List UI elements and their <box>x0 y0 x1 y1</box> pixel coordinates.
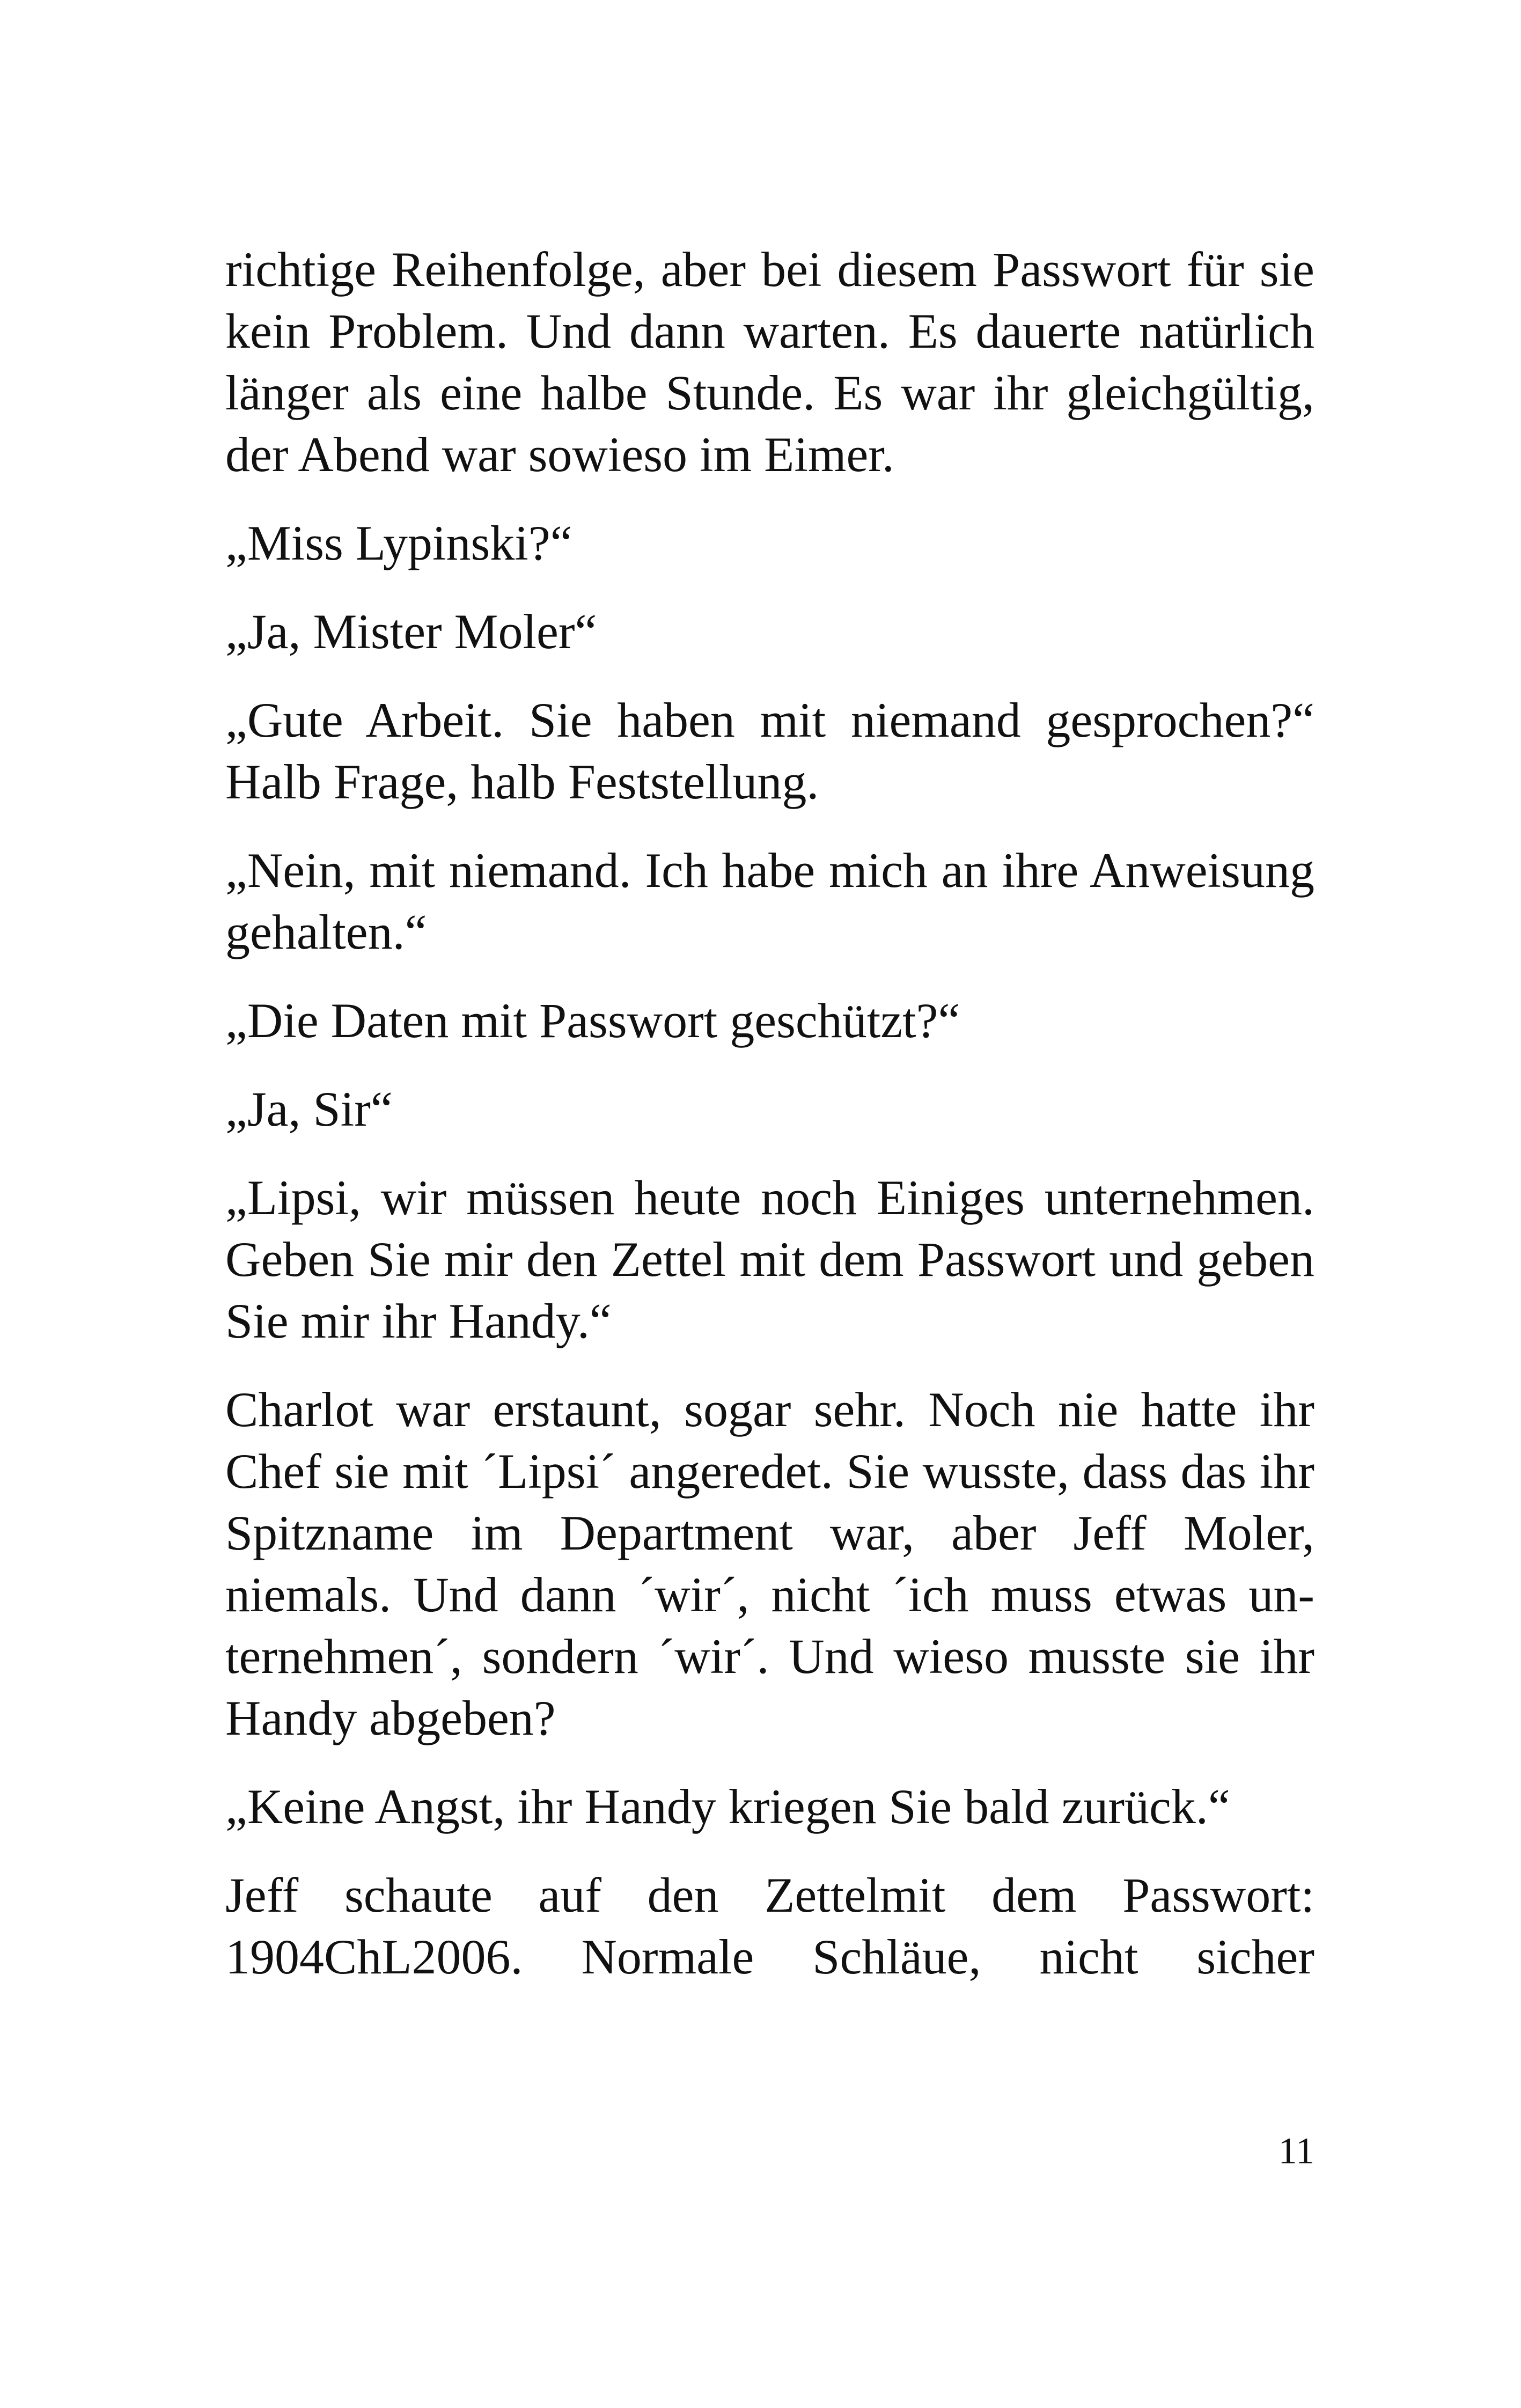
paragraph: „Ja, Sir“ <box>225 1082 393 1136</box>
paragraph: „Lipsi, wir müssen heute noch Einiges unternehmen. Geben Sie mir den Zettel mit dem Passwort und geben Sie mir ihr Handy.“ <box>225 1170 1314 1348</box>
paragraph: „Ja, Mister Moler“ <box>225 604 597 659</box>
page-number: 11 <box>1278 2131 1314 2172</box>
paragraph: „Keine Angst, ihr Handy kriegen Sie bald zurück.“ <box>225 1779 1230 1834</box>
paragraph: Jeff schaute auf den Zettelmit dem Passwort: 1904ChL2006. Normale Schläue, nicht sicher <box>225 1868 1314 1984</box>
paragraph: „Miss Lypinski?“ <box>225 516 572 570</box>
paragraph: richtige Reihenfolge, aber bei diesem Passwort für sie kein Problem. Und dann warten. Es dauerte natürlich länger als eine halbe Stunde. Es war ihr gleichgültig, der Abend war sowieso im Eimer. <box>225 242 1314 482</box>
page-body <box>225 239 1314 2015</box>
paragraph: „Die Daten mit Passwort geschützt?“ <box>225 993 960 1048</box>
paragraph: „Nein, mit niemand. Ich habe mich an ihre Anweisung gehalten.“ <box>225 843 1314 959</box>
paragraph: „Gute Arbeit. Sie haben mit niemand gesprochen?“ Halb Frage, halb Feststellung. <box>225 693 1314 809</box>
paragraph: Charlot war erstaunt, sogar sehr. Noch nie hatte ihr Chef sie mit ´Lipsi´ angeredet. Sie wusste, dass das ihr Spitzname im Department war, aber Jeff Moler, niemals. Und dann ´wir´, nicht ´ich muss etwas unternehmen´, sondern ´wir´. Und wieso musste sie ihr Handy abgeben? <box>225 1382 1314 1745</box>
